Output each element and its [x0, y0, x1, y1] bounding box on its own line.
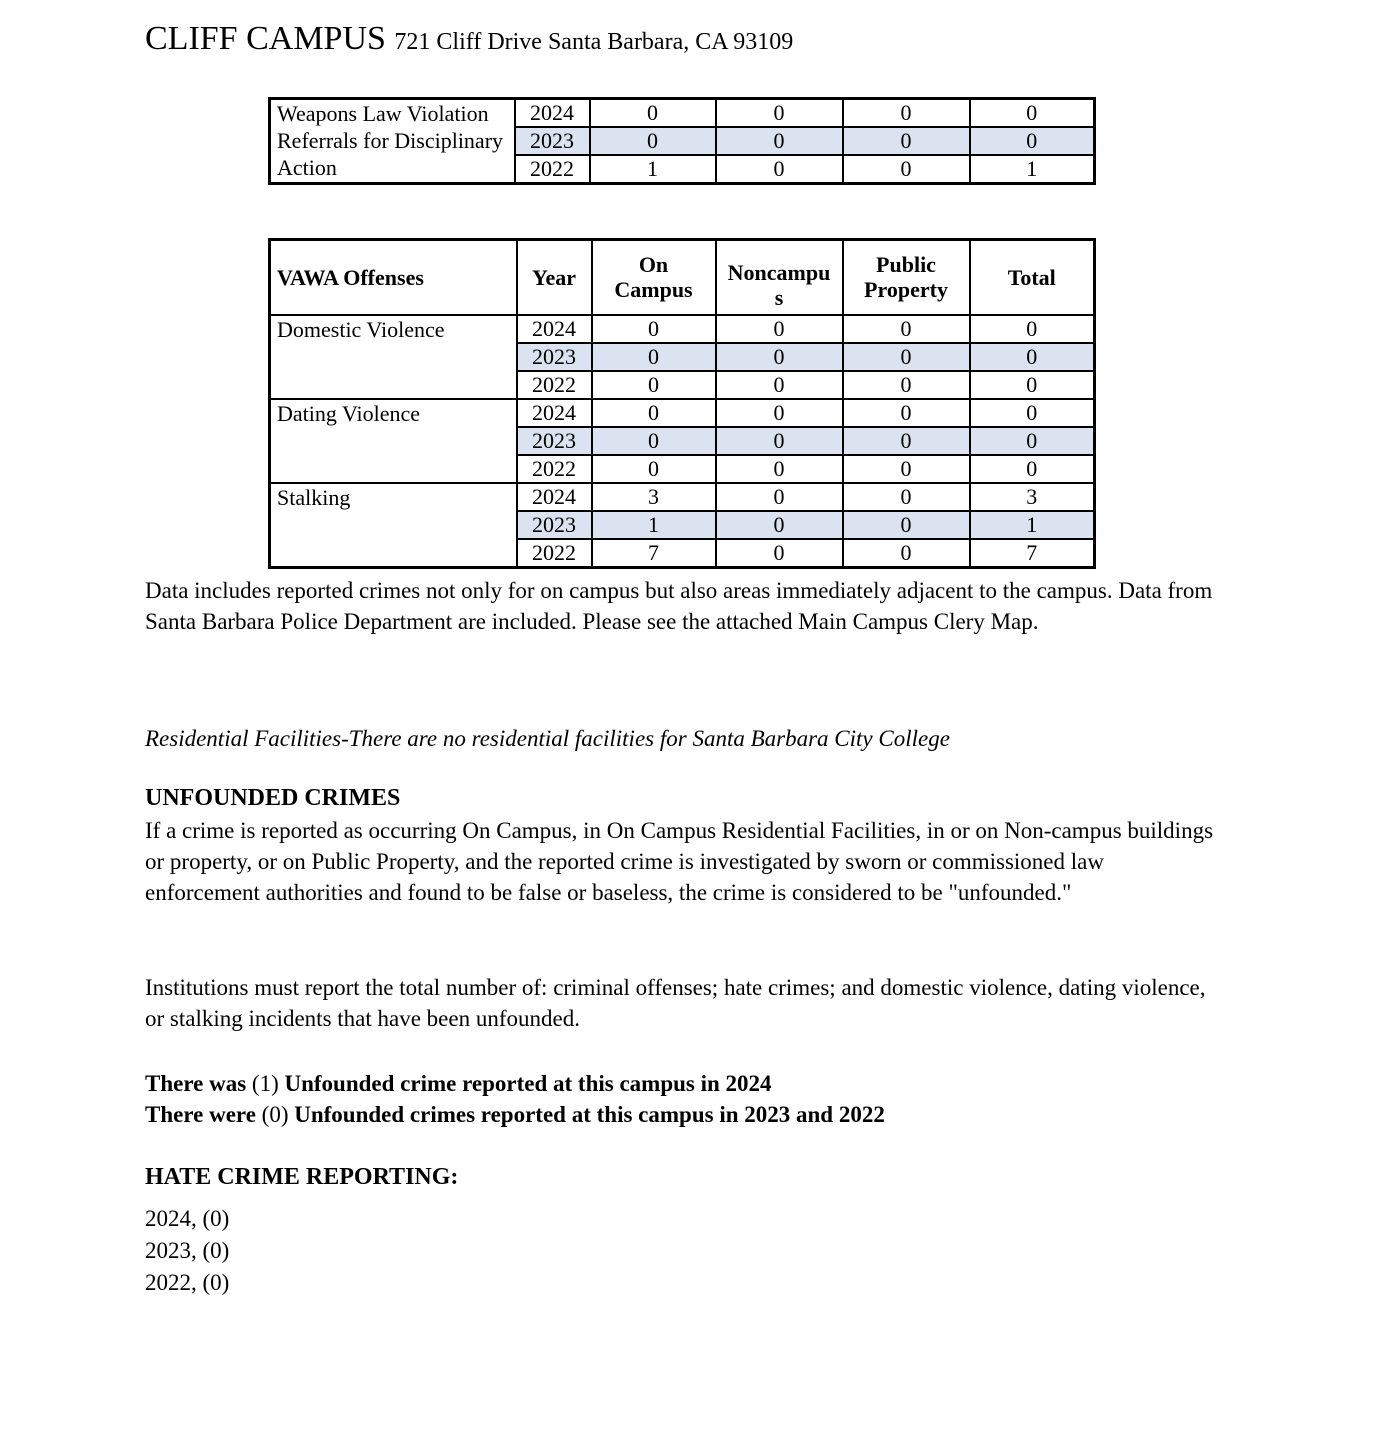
value-cell: 0	[843, 315, 970, 343]
row-label: Weapons Law Violation Referrals for Disciplinary Action	[270, 99, 515, 184]
value-cell: 0	[716, 343, 843, 371]
value-cell: 0	[716, 371, 843, 399]
offense-label: Dating Violence	[270, 399, 517, 483]
year-cell: 2024	[517, 399, 592, 427]
year-cell: 2024	[517, 315, 592, 343]
value-cell: 3	[592, 483, 716, 511]
value-cell: 0	[716, 455, 843, 483]
offense-label: Domestic Violence	[270, 315, 517, 399]
value-cell: 0	[590, 99, 716, 128]
table-row	[270, 315, 1095, 343]
value-cell: 0	[970, 343, 1095, 371]
header-public-property: Public Property	[843, 240, 970, 315]
unfounded-definition: If a crime is reported as occurring On Campus, in On Campus Residential Facilities, in or on Non-campus buildings or property, or on Public Property, and the reported crime is investigated by sworn or commissioned law enforcement authorities and found to be false or baseless, the crime is considered to be "unfounded."	[145, 818, 1214, 905]
value-cell: 0	[970, 371, 1095, 399]
year-cell: 2022	[517, 455, 592, 483]
year-cell: 2024	[517, 483, 592, 511]
count-prefix: There were	[145, 1102, 262, 1127]
unfounded-2023-2022-line	[145, 1102, 885, 1127]
year-cell: 2022	[517, 371, 592, 399]
institutions-requirement: Institutions must report the total number of: criminal offenses; hate crimes; and domestic violence, dating violence, or stalking incidents that have been unfounded.	[145, 975, 1206, 1031]
unfounded-2024-line	[145, 1071, 772, 1096]
header-year: Year	[517, 240, 592, 315]
unfounded-crimes-heading: UNFOUNDED CRIMES	[145, 785, 401, 811]
value-cell: 0	[843, 399, 970, 427]
table-row	[270, 399, 1095, 427]
page-title	[145, 20, 793, 58]
unfounded-counts	[145, 1068, 1220, 1130]
year-cell: 2023	[517, 343, 592, 371]
campus-address: 721 Cliff Drive Santa Barbara, CA 93109	[394, 29, 794, 55]
weapons-referrals-table	[268, 97, 1096, 185]
header-vawa-offenses: VAWA Offenses	[270, 240, 517, 315]
hate-crime-year-line: 2024, (0)	[145, 1206, 230, 1231]
value-cell: 0	[843, 483, 970, 511]
value-cell: 0	[592, 315, 716, 343]
value-cell: 1	[970, 155, 1095, 184]
hate-crime-year-line: 2023, (0)	[145, 1238, 230, 1263]
value-cell: 0	[716, 427, 843, 455]
value-cell: 0	[843, 539, 970, 568]
vawa-offenses-table	[268, 238, 1096, 569]
value-cell: 7	[592, 539, 716, 568]
header-total: Total	[970, 240, 1095, 315]
value-cell: 0	[843, 427, 970, 455]
count-number: (1)	[251, 1071, 279, 1096]
count-suffix: Unfounded crime reported at this campus in 2024	[278, 1071, 772, 1096]
count-suffix: Unfounded crimes reported at this campus in 2023 and 2022	[288, 1102, 885, 1127]
data-inclusion-note: Data includes reported crimes not only for on campus but also areas immediately adjacent to the campus. Data from Santa Barbara Police Department are included. Please see the attached Main Campus Clery Map.	[145, 578, 1213, 634]
value-cell: 0	[716, 315, 843, 343]
value-cell: 0	[716, 483, 843, 511]
value-cell: 0	[970, 455, 1095, 483]
value-cell: 0	[843, 155, 970, 184]
value-cell: 0	[592, 399, 716, 427]
year-cell: 2023	[517, 427, 592, 455]
count-number: (0)	[261, 1102, 289, 1127]
hate-crime-year-list	[145, 1203, 1220, 1299]
header-noncampus: Noncampus	[716, 240, 843, 315]
value-cell: 1	[592, 511, 716, 539]
value-cell: 0	[843, 127, 970, 155]
campus-name: CLIFF CAMPUS	[145, 20, 386, 57]
value-cell: 0	[970, 427, 1095, 455]
table-row	[270, 483, 1095, 511]
value-cell: 0	[843, 343, 970, 371]
value-cell: 0	[592, 371, 716, 399]
value-cell: 0	[970, 399, 1095, 427]
offense-label: Stalking	[270, 483, 517, 568]
table-row	[270, 99, 1095, 128]
value-cell: 0	[716, 99, 843, 128]
residential-facilities-note: Residential Facilities-There are no residential facilities for Santa Barbara City College	[145, 726, 950, 751]
count-prefix: There was	[145, 1071, 252, 1096]
value-cell: 0	[592, 455, 716, 483]
value-cell: 0	[970, 127, 1095, 155]
year-cell: 2022	[517, 539, 592, 568]
hate-crime-heading: HATE CRIME REPORTING:	[145, 1164, 459, 1190]
year-cell: 2022	[515, 155, 590, 184]
year-cell: 2023	[515, 127, 590, 155]
hate-crime-year-line: 2022, (0)	[145, 1270, 230, 1295]
value-cell: 7	[970, 539, 1095, 568]
value-cell: 0	[592, 427, 716, 455]
value-cell: 3	[970, 483, 1095, 511]
value-cell: 0	[843, 455, 970, 483]
value-cell: 0	[843, 511, 970, 539]
value-cell: 0	[716, 511, 843, 539]
table-header-row	[270, 240, 1095, 315]
value-cell: 0	[970, 99, 1095, 128]
header-on-campus: On Campus	[592, 240, 716, 315]
value-cell: 0	[843, 99, 970, 128]
value-cell: 0	[716, 127, 843, 155]
year-cell: 2024	[515, 99, 590, 128]
value-cell: 1	[970, 511, 1095, 539]
value-cell: 0	[592, 343, 716, 371]
value-cell: 0	[716, 155, 843, 184]
value-cell: 0	[590, 127, 716, 155]
value-cell: 0	[843, 371, 970, 399]
value-cell: 0	[716, 399, 843, 427]
value-cell: 1	[590, 155, 716, 184]
value-cell: 0	[716, 539, 843, 568]
value-cell: 0	[970, 315, 1095, 343]
year-cell: 2023	[517, 511, 592, 539]
